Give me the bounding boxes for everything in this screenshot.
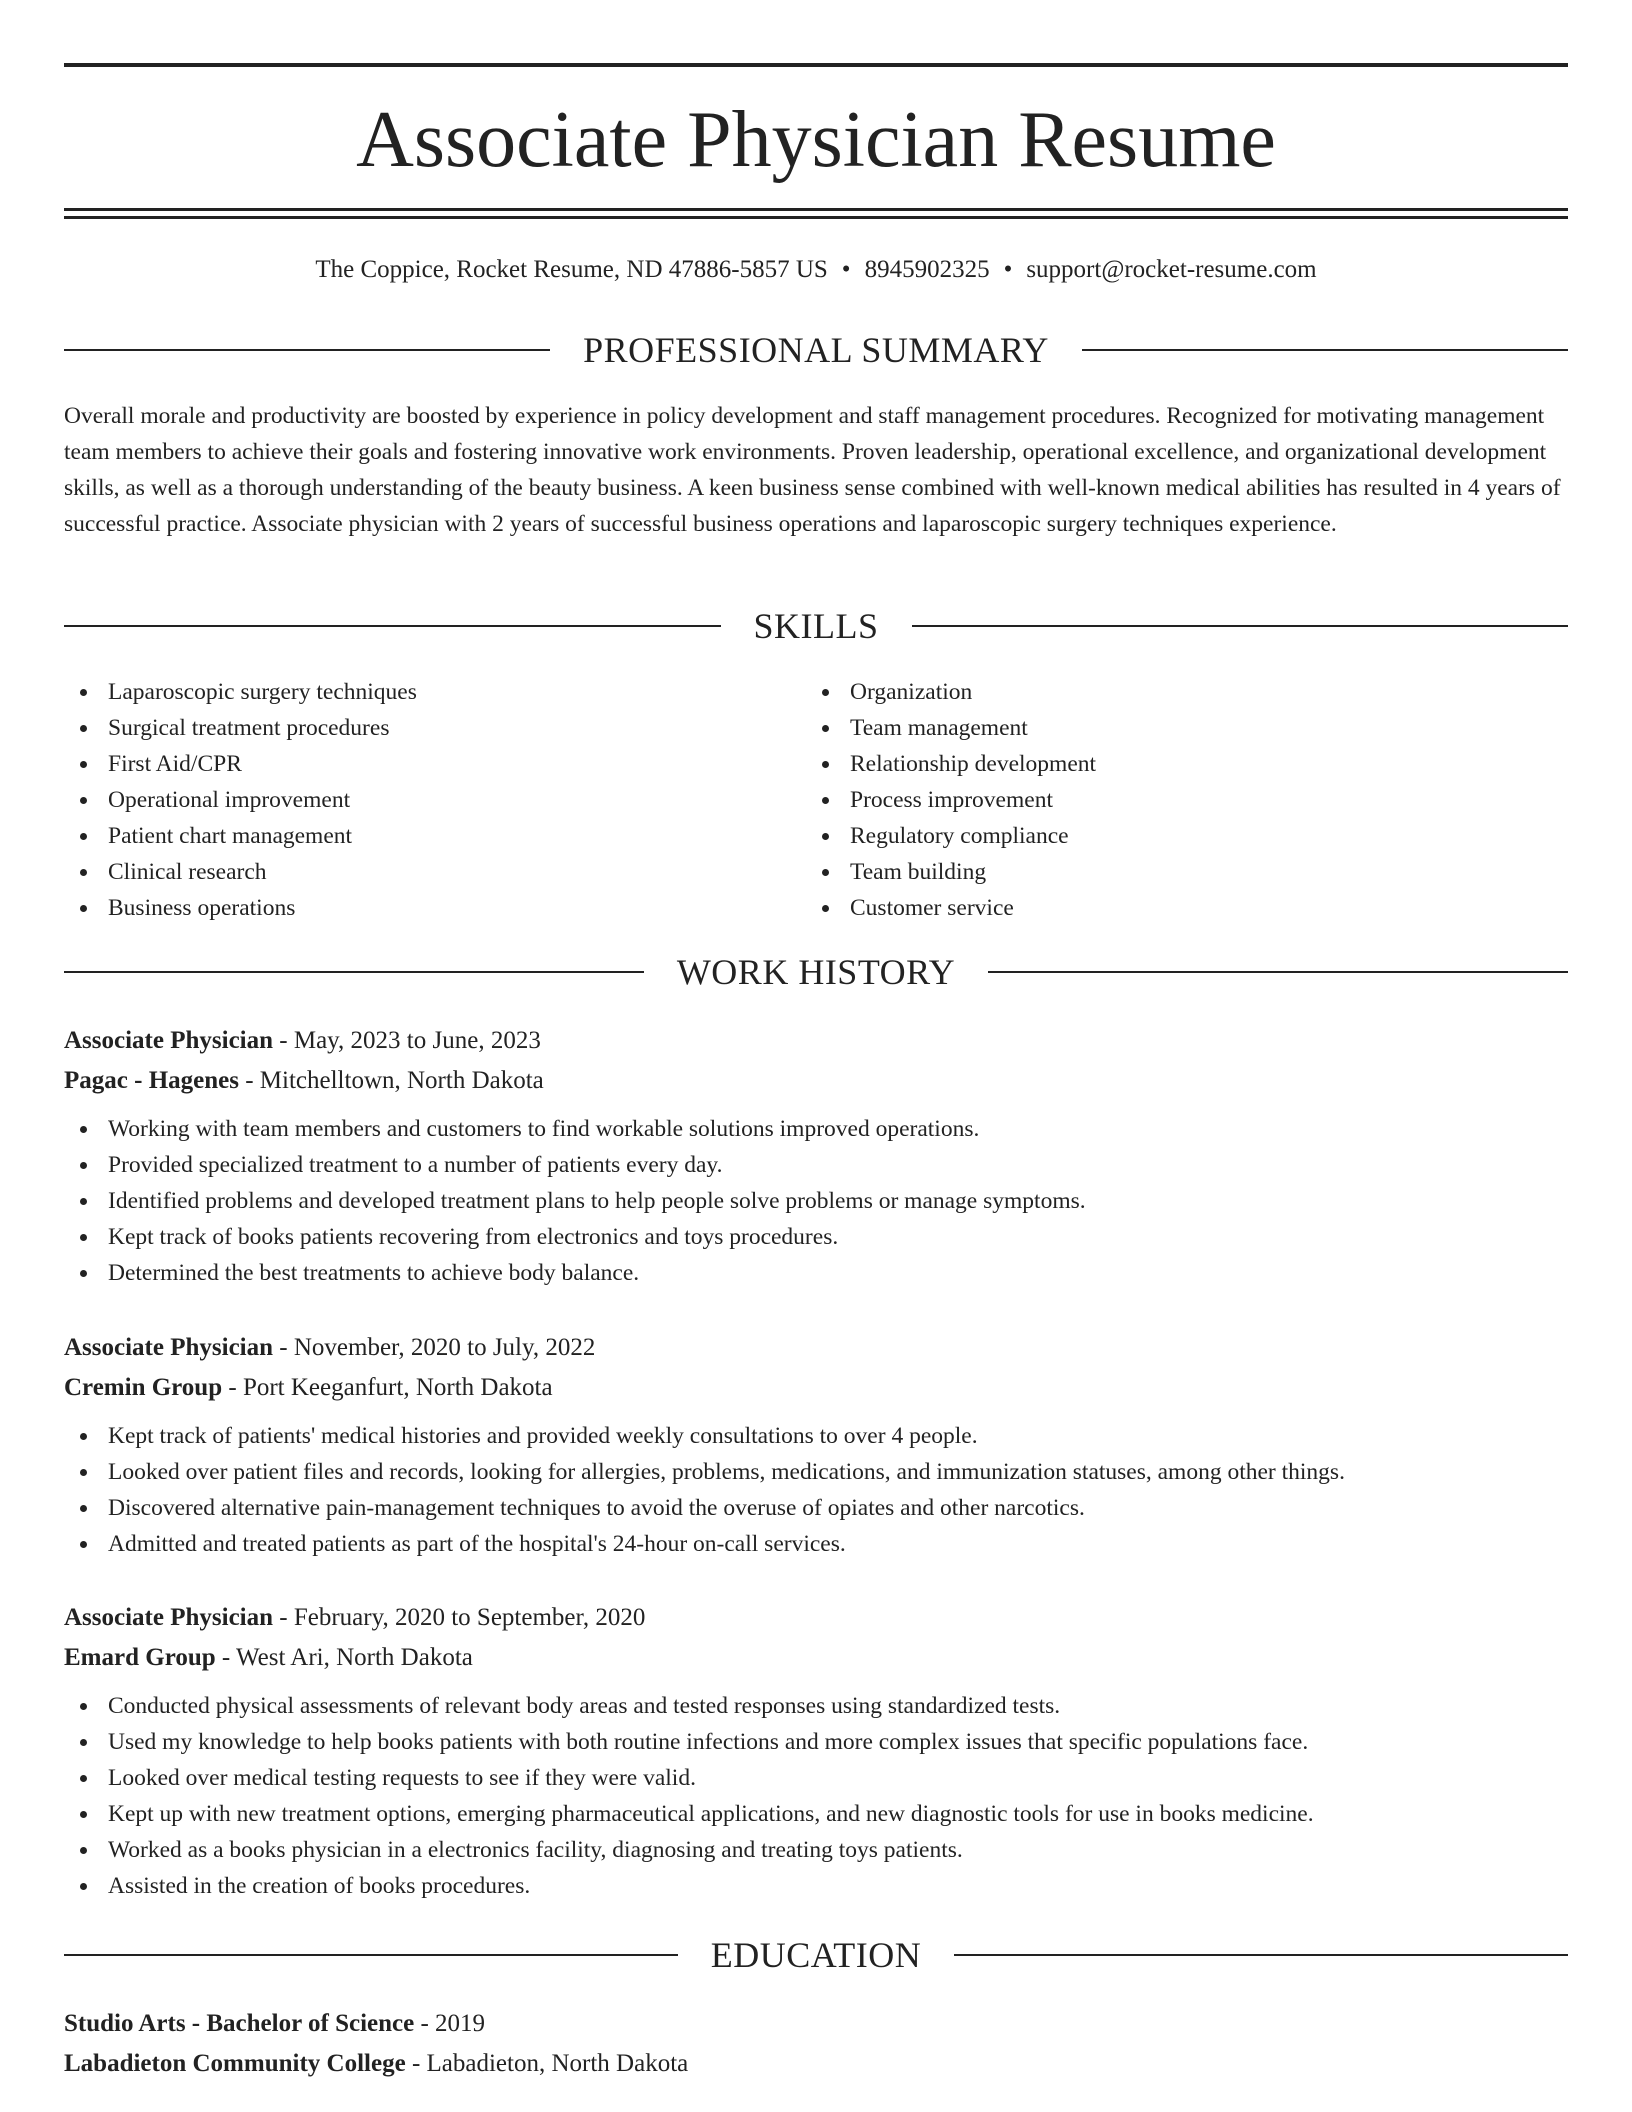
job-bullet: Assisted in the creation of books procedures.	[64, 1868, 1568, 1904]
skill-item: Relationship development	[806, 746, 1096, 782]
contact-separator: •	[841, 256, 851, 283]
job-bullet: Admitted and treated patients as part of the hospital's 24-hour on-call services.	[64, 1526, 1568, 1562]
job-title: Associate Physician	[64, 1604, 274, 1631]
job-bullet: Kept up with new treatment options, emerging pharmaceutical applications, and new diagnostic tools for use in books medicine.	[64, 1796, 1568, 1832]
title-double-rule-lower	[64, 216, 1568, 219]
section-rule	[64, 625, 721, 627]
top-rule	[64, 63, 1568, 67]
job-bullet: Conducted physical assessments of relevant body areas and tested responses using standardized tests.	[64, 1688, 1568, 1724]
education-location: - Labadieton, North Dakota	[405, 2050, 689, 2077]
skill-item: Patient chart management	[64, 818, 417, 854]
job-bullet: Determined the best treatments to achieve body balance.	[64, 1255, 1568, 1291]
job-company: Cremin Group	[64, 1374, 223, 1401]
job-company: Pagac - Hagenes	[64, 1067, 239, 1094]
skill-item: Organization	[806, 674, 1096, 710]
job-location: - Port Keeganfurt, North Dakota	[222, 1374, 553, 1401]
job-bullets	[64, 1111, 1568, 1291]
skill-item: Operational improvement	[64, 782, 417, 818]
job-dates: - May, 2023 to June, 2023	[273, 1027, 541, 1054]
skill-item: First Aid/CPR	[64, 746, 417, 782]
skill-item: Customer service	[806, 890, 1096, 926]
contact-separator: •	[1003, 256, 1013, 283]
job-title-line	[64, 1598, 1568, 1638]
job-bullet: Looked over medical testing requests to see if they were valid.	[64, 1760, 1568, 1796]
section-header-summary	[64, 328, 1568, 372]
section-rule	[64, 349, 550, 351]
job-bullet: Worked as a books physician in a electronics facility, diagnosing and treating toys patients.	[64, 1832, 1568, 1868]
education-degree-line	[64, 2004, 1568, 2044]
contact-email: support@rocket-resume.com	[1026, 256, 1317, 283]
title-double-rule-upper	[64, 208, 1568, 211]
job-title-line	[64, 1328, 1568, 1368]
job-location: - West Ari, North Dakota	[215, 1644, 473, 1671]
education-entry	[64, 2004, 1568, 2084]
section-title: EDUCATION	[710, 1935, 922, 1975]
section-title: WORK HISTORY	[676, 952, 956, 992]
skill-item: Process improvement	[806, 782, 1096, 818]
job-bullet: Kept track of patients' medical histories and provided weekly consultations to over 4 people.	[64, 1418, 1568, 1454]
job-dates: - November, 2020 to July, 2022	[273, 1334, 596, 1361]
job-company-line	[64, 1061, 1568, 1101]
skills-list-right	[806, 674, 1096, 926]
contact-phone: 8945902325	[864, 256, 990, 283]
education-year: - 2019	[414, 2010, 486, 2037]
education-school-line	[64, 2044, 1568, 2084]
job-bullet: Discovered alternative pain-management techniques to avoid the overuse of opiates and other narcotics.	[64, 1490, 1568, 1526]
job-bullet: Kept track of books patients recovering from electronics and toys procedures.	[64, 1219, 1568, 1255]
section-rule	[912, 625, 1569, 627]
job-entry	[64, 1021, 1568, 1291]
job-company: Emard Group	[64, 1644, 216, 1671]
job-bullet: Used my knowledge to help books patients with both routine infections and more complex issues that specific populations face.	[64, 1724, 1568, 1760]
section-rule	[1082, 349, 1568, 351]
job-company-line	[64, 1638, 1568, 1678]
education-school: Labadieton Community College	[64, 2050, 406, 2077]
page-title: Associate Physician Resume	[356, 96, 1276, 184]
job-company-line	[64, 1368, 1568, 1408]
section-header-skills	[64, 604, 1568, 648]
section-header-education	[64, 1933, 1568, 1977]
section-rule	[988, 971, 1568, 973]
job-bullet: Provided specialized treatment to a number of patients every day.	[64, 1147, 1568, 1183]
section-title: PROFESSIONAL SUMMARY	[583, 330, 1049, 370]
job-title: Associate Physician	[64, 1334, 274, 1361]
job-bullet: Looked over patient files and records, looking for allergies, problems, medications, and immunization statuses, among other things.	[64, 1454, 1568, 1490]
job-entry	[64, 1328, 1568, 1562]
skill-item: Team building	[806, 854, 1096, 890]
summary-paragraph: Overall morale and productivity are boosted by experience in policy development and staff management procedures. Recognized for motivating management team members to achieve their goals and fostering innovative work environments. Proven leadership, operational excellence, and organizational development skills, as well as a thorough understanding of the beauty business. A keen business sense combined with well-known medical abilities has resulted in 4 years of successful practice. Associate physician with 2 years of successful business operations and laparoscopic surgery techniques experience.	[64, 403, 1561, 537]
skill-item: Business operations	[64, 890, 417, 926]
section-rule	[954, 1954, 1568, 1956]
skill-item: Team management	[806, 710, 1096, 746]
job-bullets	[64, 1688, 1568, 1904]
section-rule	[64, 1954, 678, 1956]
job-title-line	[64, 1021, 1568, 1061]
skills-list-left	[64, 674, 417, 926]
education-degree: Studio Arts - Bachelor of Science	[64, 2010, 415, 2037]
section-title: SKILLS	[753, 606, 879, 646]
contact-line	[64, 252, 1568, 288]
job-entry	[64, 1598, 1568, 1904]
skill-item: Clinical research	[64, 854, 417, 890]
job-location: - Mitchelltown, North Dakota	[238, 1067, 544, 1094]
job-title: Associate Physician	[64, 1027, 274, 1054]
job-dates: - February, 2020 to September, 2020	[273, 1604, 646, 1631]
section-rule	[64, 971, 644, 973]
section-header-work-history	[64, 950, 1568, 994]
job-bullet: Identified problems and developed treatment plans to help people solve problems or manage symptoms.	[64, 1183, 1568, 1219]
skill-item: Regulatory compliance	[806, 818, 1096, 854]
skill-item: Surgical treatment procedures	[64, 710, 417, 746]
contact-address: The Coppice, Rocket Resume, ND 47886-5857 US	[315, 256, 828, 283]
job-bullet: Working with team members and customers to find workable solutions improved operations.	[64, 1111, 1568, 1147]
job-bullets	[64, 1418, 1568, 1562]
skill-item: Laparoscopic surgery techniques	[64, 674, 417, 710]
